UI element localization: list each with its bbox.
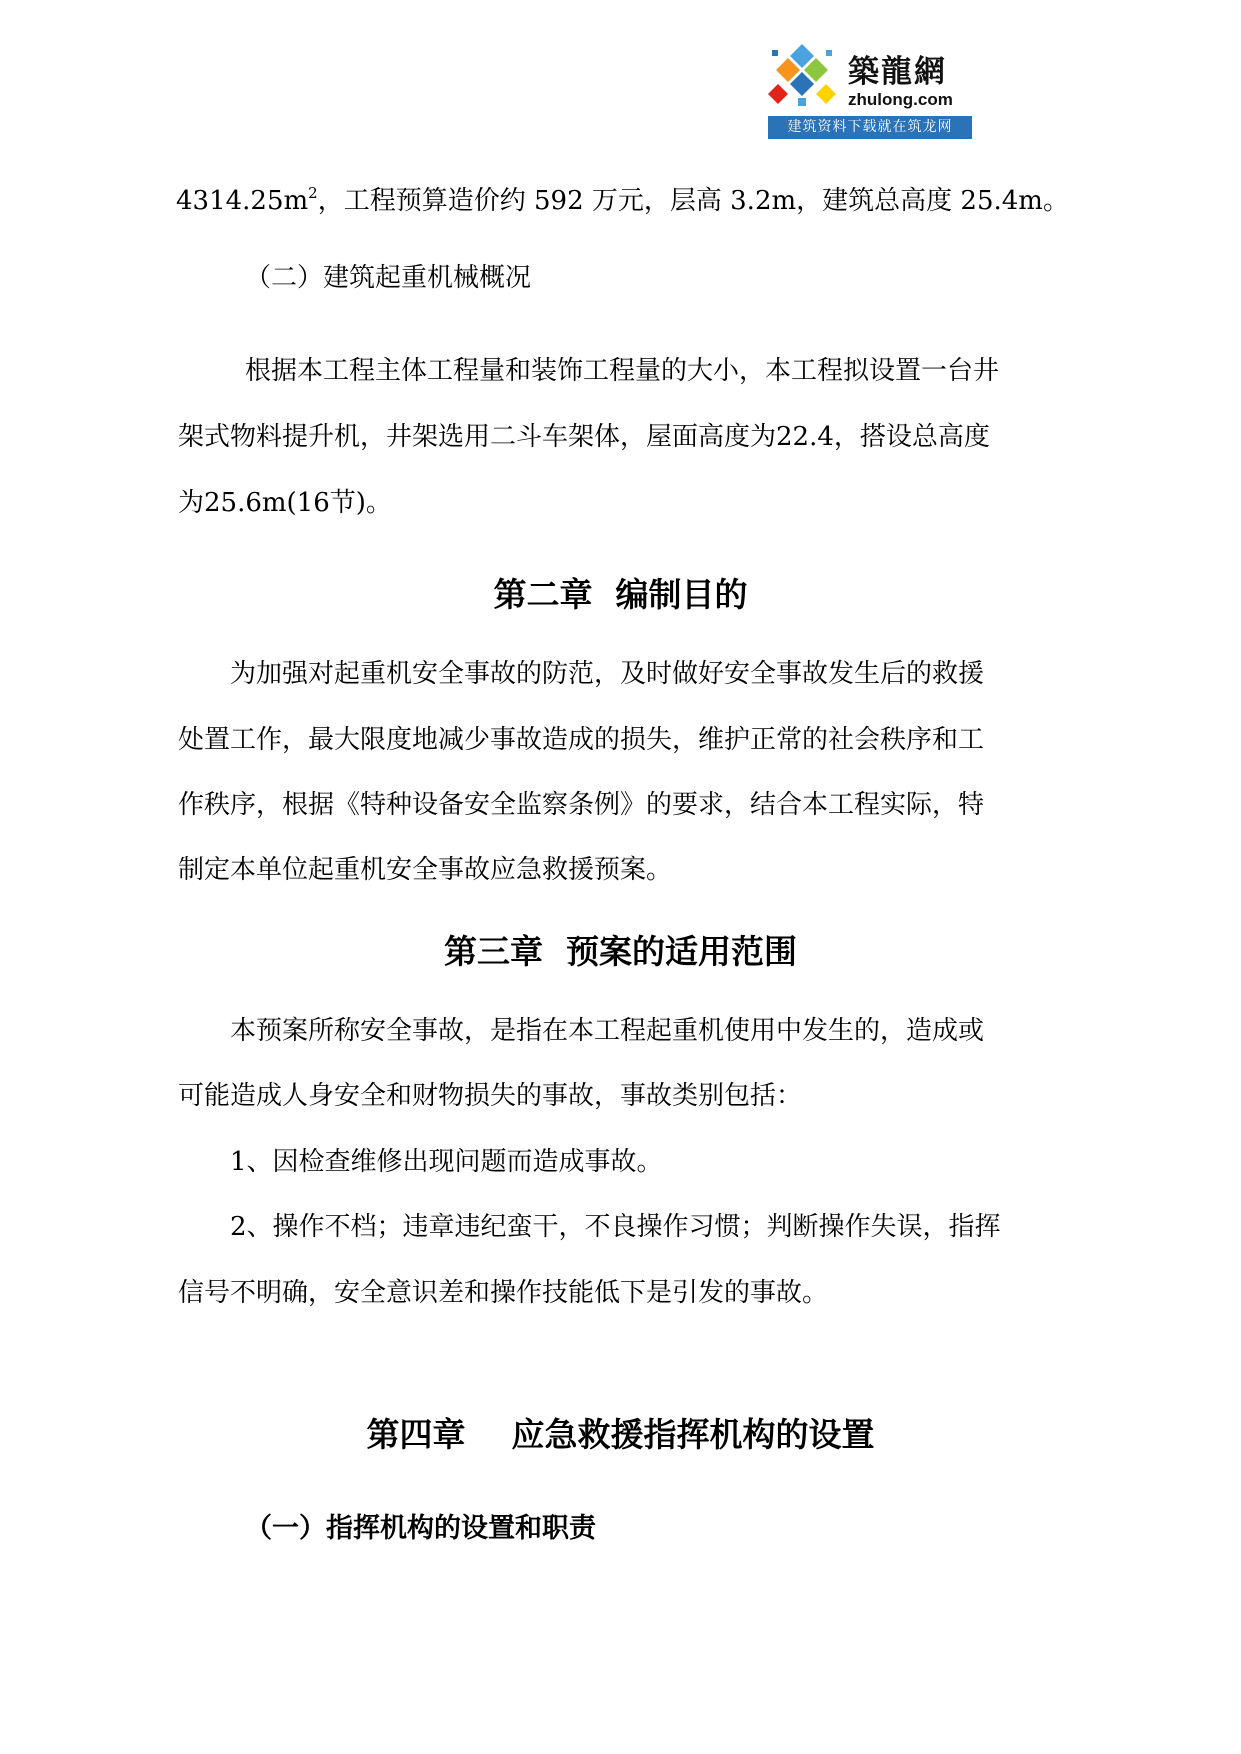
logo-mark-icon <box>768 40 836 112</box>
logo-domain: zhulong.com <box>848 90 953 109</box>
chapter-4-subheading: （一）指挥机构的设置和职责 <box>245 1513 596 1544</box>
paragraph-line: 为25.6m(16节)。 <box>178 488 392 518</box>
area-line: $4314.25m^2$，工程预算造价约 592 万元，层高 3.2m，建筑总高度 25.4m。 <box>176 184 1069 216</box>
paragraph-line: 为加强对起重机安全事故的防范，及时做好安全事故发生后的救援 <box>230 659 985 689</box>
logo-slogan: 建筑资料下载就在筑龙网 <box>768 116 972 139</box>
paragraph-line: 本预案所称安全事故，是指在本工程起重机使用中发生的，造成或 <box>230 1016 985 1046</box>
paragraph-line: 根据本工程主体工程量和装饰工程量的大小，本工程拟设置一台井 <box>245 356 1000 386</box>
chapter-4-heading: 第四章 应急救援指挥机构的设置 <box>366 1415 875 1454</box>
chapter-3-heading: 第三章 预案的适用范围 <box>444 932 797 971</box>
logo-chinese-name: 築龍網 <box>848 54 947 90</box>
list-item: 2、操作不档；违章违纪蛮干，不良操作习惯；判断操作失误，指挥 <box>230 1212 1001 1242</box>
chapter-2-heading: 第二章 编制目的 <box>493 575 748 614</box>
paragraph-line: 架式物料提升机，井架选用二斗车架体，屋面高度为22.4，搭设总高度 <box>178 422 990 452</box>
paragraph-line: 制定本单位起重机安全事故应急救援预案。 <box>178 855 673 885</box>
list-item: 1、因检查维修出现问题而造成事故。 <box>230 1147 663 1177</box>
list-item-continuation: 信号不明确，安全意识差和操作技能低下是引发的事故。 <box>178 1278 829 1308</box>
paragraph-line: 作秩序，根据《特种设备安全监察条例》的要求，结合本工程实际，特 <box>178 790 985 820</box>
zhulong-logo <box>768 40 972 140</box>
paragraph-line: 可能造成人身安全和财物损失的事故，事故类别包括： <box>178 1081 803 1111</box>
section-subheading: （二）建筑起重机械概况 <box>245 263 532 293</box>
paragraph-line: 处置工作，最大限度地减少事故造成的损失，维护正常的社会秩序和工 <box>178 725 985 755</box>
